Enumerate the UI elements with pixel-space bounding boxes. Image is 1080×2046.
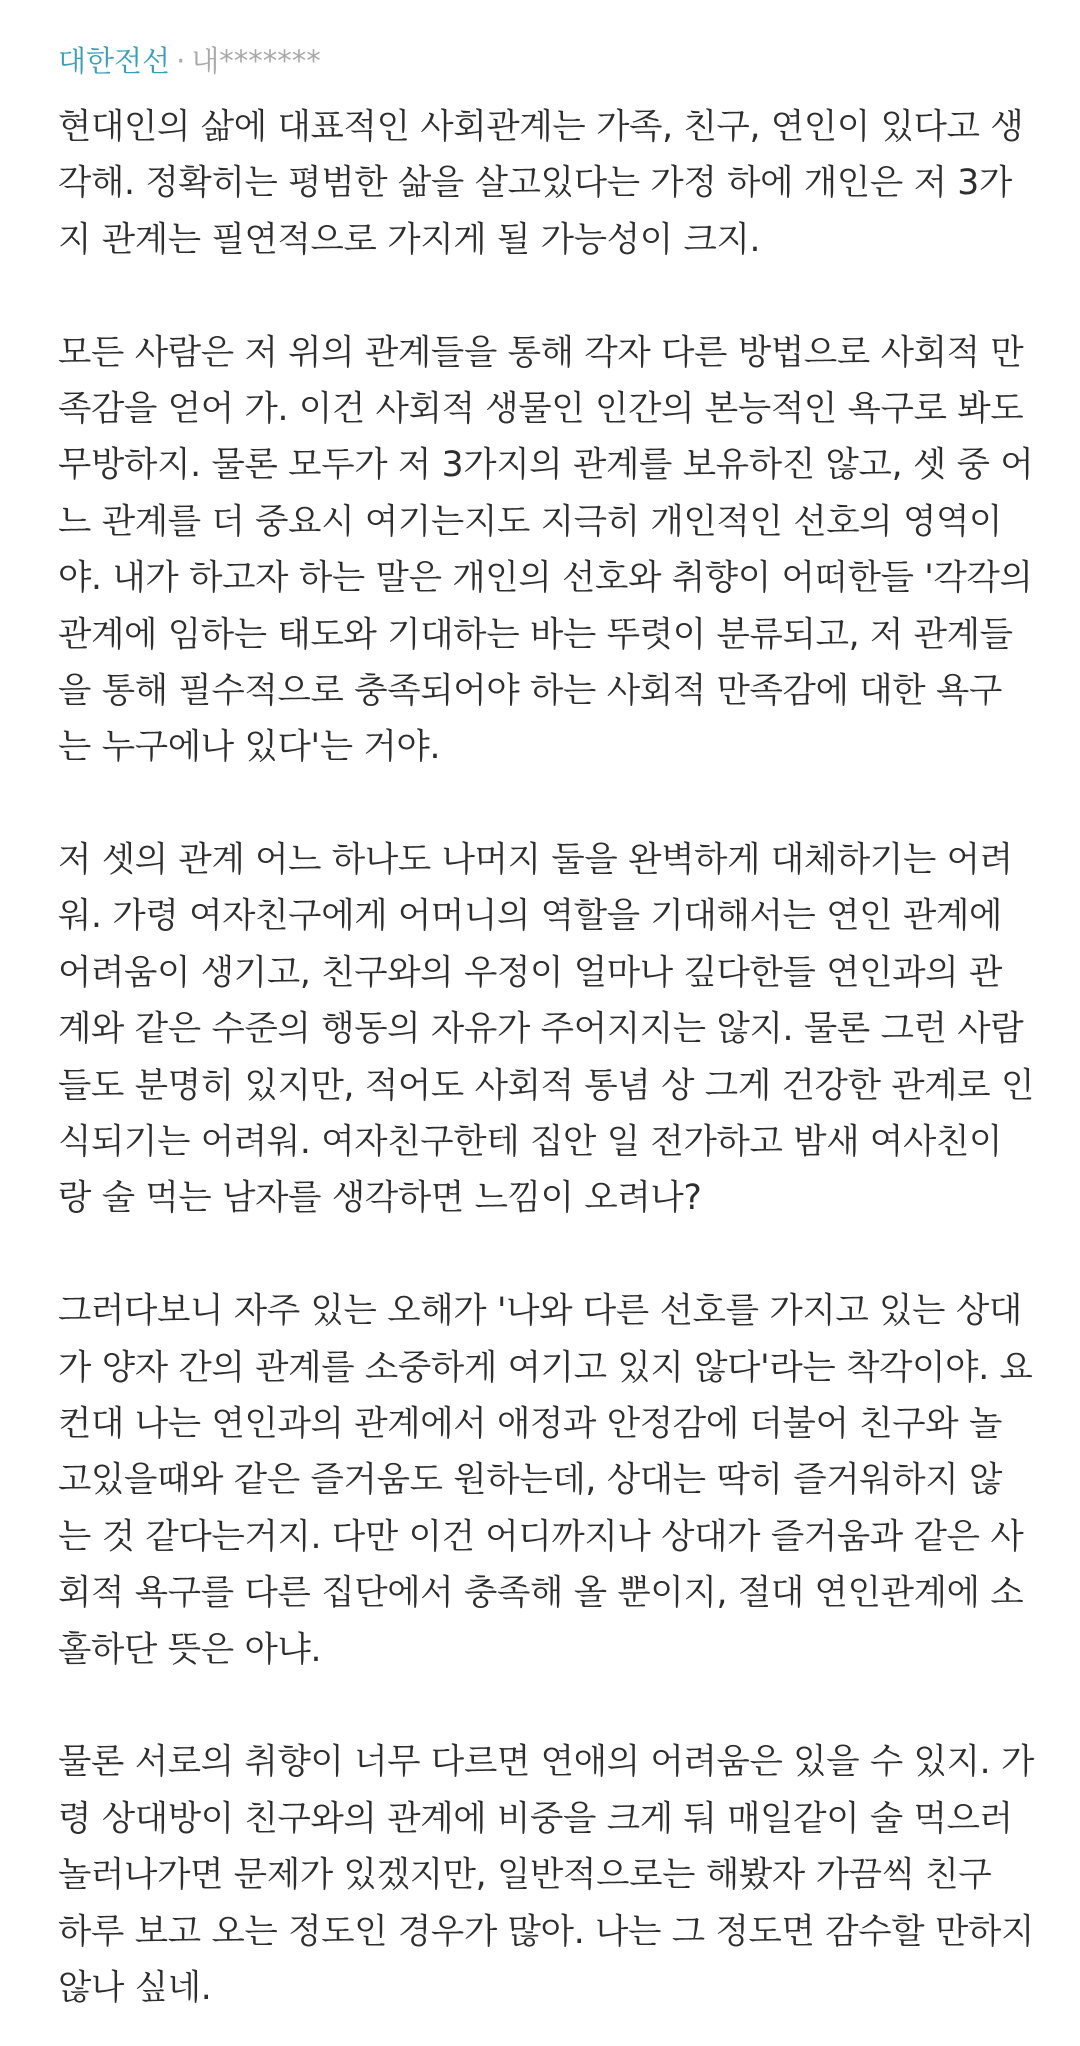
paragraph-line: 지 관계는 필연적으로 가지게 될 가능성이 크지. xyxy=(58,219,761,260)
paragraph xyxy=(58,1283,1038,1678)
paragraph-line: 는 것 같다는거지. 다만 이건 어디까지나 상대가 즐거움과 같은 사 xyxy=(58,1516,1024,1557)
paragraph-line: 어려움이 생기고, 친구와의 우정이 얼마나 깊다한들 연인과의 관 xyxy=(58,952,1003,993)
author-name: 내******* xyxy=(191,44,321,78)
paragraph-line: 물론 서로의 취향이 너무 다르면 연애의 어려움은 있을 수 있지. 가 xyxy=(58,1742,1035,1783)
paragraph-line: 을 통해 필수적으로 충족되어야 하는 사회적 만족감에 대한 욕구 xyxy=(58,670,1003,711)
paragraph-line: 가 양자 간의 관계를 소중하게 여기고 있지 않다'라는 착각이야. 요 xyxy=(58,1347,1033,1388)
paragraph xyxy=(58,99,1038,268)
paragraph-line: 저 셋의 관계 어느 하나도 나머지 둘을 완벽하게 대체하기는 어려 xyxy=(58,840,1013,881)
post-body xyxy=(58,99,1038,2016)
paragraph xyxy=(58,832,1038,1227)
paragraph-line: 회적 욕구를 다른 집단에서 충족해 올 뿐이지, 절대 연인관계에 소 xyxy=(58,1573,1024,1614)
paragraph-line: 관계에 임하는 태도와 기대하는 바는 뚜렷이 분류되고, 저 관계들 xyxy=(58,614,1013,655)
paragraph-line: 그러다보니 자주 있는 오해가 '나와 다른 선호를 가지고 있는 상대 xyxy=(58,1291,1022,1332)
paragraph-line: 계와 같은 수준의 행동의 자유가 주어지지는 않지. 물론 그런 사람 xyxy=(58,1009,1024,1050)
paragraph-line: 현대인의 삶에 대표적인 사회관계는 가족, 친구, 연인이 있다고 생 xyxy=(58,107,1024,147)
paragraph-gap xyxy=(58,268,1038,324)
paragraph-line: 않나 싶네. xyxy=(58,1967,212,2008)
paragraph-line: 홀하단 뜻은 아냐. xyxy=(58,1629,322,1670)
paragraph-line: 워. 가령 여자친구에게 어머니의 역할을 기대해서는 연인 관계에 xyxy=(58,896,1003,937)
paragraph-line: 놀러나가면 문제가 있겠지만, 일반적으로는 해봤자 가끔씩 친구 xyxy=(58,1855,992,1896)
paragraph-line: 컨대 나는 연인과의 관계에서 애정과 안정감에 더불어 친구와 놀 xyxy=(58,1403,1003,1444)
post-meta xyxy=(58,38,321,84)
paragraph-line: 들도 분명히 있지만, 적어도 사회적 통념 상 그게 건강한 관계로 인 xyxy=(58,1065,1035,1106)
paragraph-line: 야. 내가 하고자 하는 말은 개인의 선호와 취향이 어떠한들 '각각의 xyxy=(58,558,1033,599)
paragraph-line: 각해. 정확히는 평범한 삶을 살고있다는 가정 하에 개인은 저 3가 xyxy=(58,163,1012,204)
paragraph-gap xyxy=(58,1678,1038,1734)
paragraph-line: 랑 술 먹는 남자를 생각하면 느낌이 오려나? xyxy=(58,1178,702,1219)
paragraph-line: 하루 보고 오는 정도인 경우가 많아. 나는 그 정도면 감수할 만하지 xyxy=(58,1911,1035,1952)
paragraph-line: 족감을 얻어 가. 이건 사회적 생물인 인간의 본능적인 욕구로 봐도 xyxy=(58,388,1024,429)
company-name[interactable]: 대한전선 xyxy=(58,44,171,78)
paragraph-line: 무방하지. 물론 모두가 저 3가지의 관계를 보유하진 않고, 셋 중 어 xyxy=(58,445,1034,486)
meta-separator: · xyxy=(176,44,186,78)
paragraph-line: 모든 사람은 저 위의 관계들을 통해 각자 다른 방법으로 사회적 만 xyxy=(58,332,1024,373)
paragraph-line: 는 누구에나 있다'는 거야. xyxy=(58,727,441,768)
paragraph-line: 령 상대방이 친구와의 관계에 비중을 크게 둬 매일같이 술 먹으러 xyxy=(58,1798,1013,1839)
paragraph-gap xyxy=(58,1227,1038,1283)
paragraph-line: 느 관계를 더 중요시 여기는지도 지극히 개인적인 선호의 영역이 xyxy=(58,501,1003,542)
paragraph-line: 식되기는 어려워. 여자친구한테 집안 일 전가하고 밤새 여사친이 xyxy=(58,1122,1003,1163)
paragraph xyxy=(58,1734,1038,2016)
paragraph xyxy=(58,325,1038,776)
paragraph-gap xyxy=(58,776,1038,832)
paragraph-line: 고있을때와 같은 즐거움도 원하는데, 상대는 딱히 즐거워하지 않 xyxy=(58,1460,1003,1501)
